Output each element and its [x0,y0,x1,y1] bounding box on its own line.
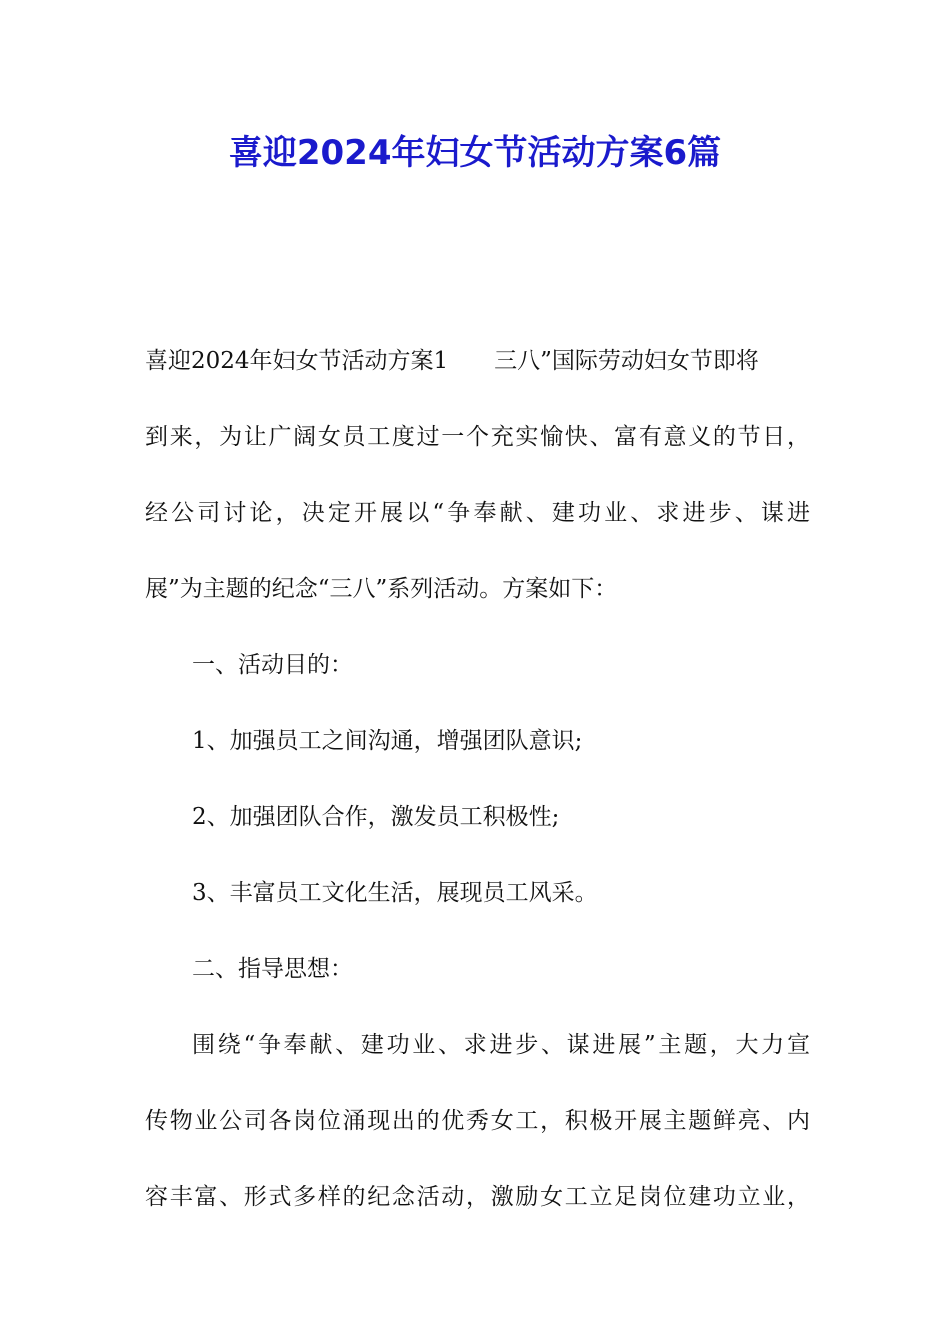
list-item-1: 1、加强员工之间沟通，增强团队意识; [192,728,583,754]
intro-text: 三八”国际劳动妇女节即将 [494,348,759,374]
text-line-3: 经公司讨论，决定开展以“争奉献、建功业、求进步、谋进 [145,500,810,526]
text-line-12: 容丰富、形式多样的纪念活动，激励女工立足岗位建功立业， [145,1184,810,1210]
list-item-3: 3、丰富员工文化生活，展现员工风采。 [192,880,598,906]
text-line-1 [145,336,810,412]
text-line-2: 到来，为让广阔女员工度过一个充实愉快、富有意义的节日， [145,424,810,450]
section-heading-2: 二、指导思想： [192,956,353,982]
list-item-2: 2、加强团队合作，激发员工积极性; [192,804,560,830]
heading-inline: 喜迎2024年妇女节活动方案1 [145,348,449,374]
document-title: 喜迎2024年妇女节活动方案6篇 [228,133,722,173]
section-heading-1: 一、活动目的： [192,652,353,678]
text-line-10: 围绕“争奉献、建功业、求进步、谋进展”主题，大力宣 [192,1032,810,1058]
text-line-4: 展”为主题的纪念“三八”系列活动。方案如下： [145,576,618,602]
text-line-11: 传物业公司各岗位涌现出的优秀女工，积极开展主题鲜亮、内 [145,1108,810,1134]
document-body [145,336,810,1248]
